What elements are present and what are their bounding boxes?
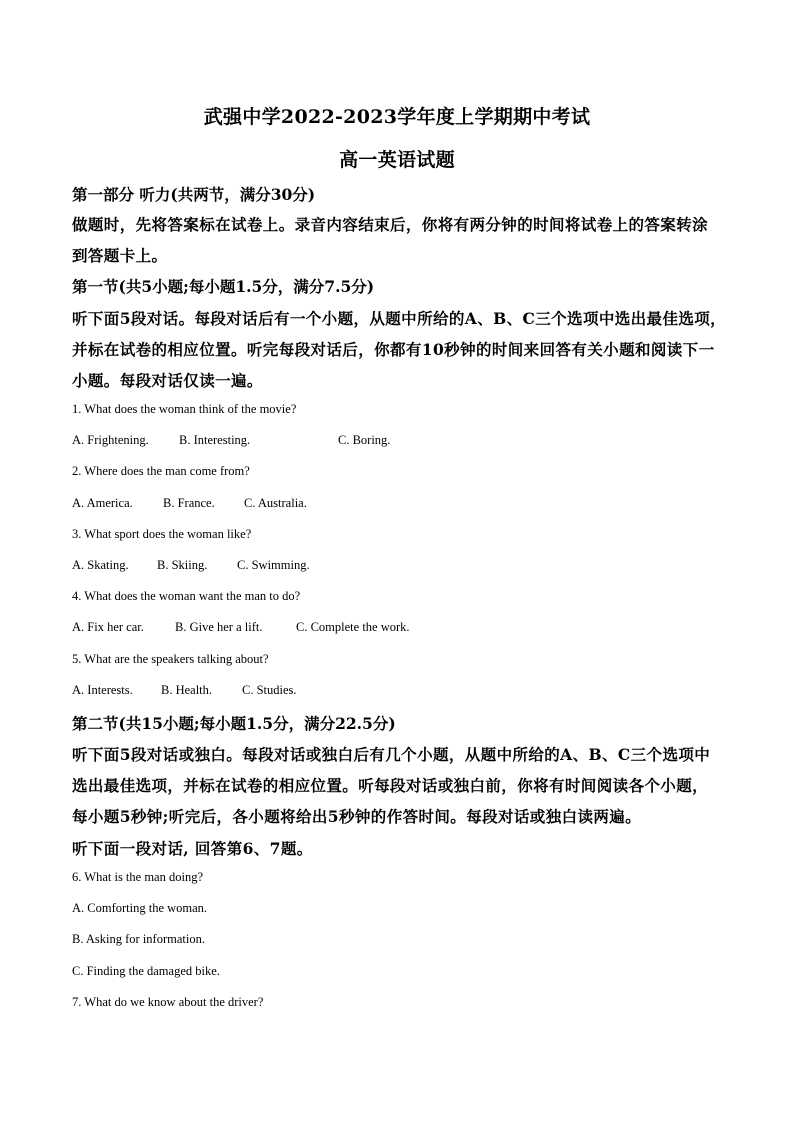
section2-group-heading: 听下面一段对话, 回答第6、7题。 — [72, 839, 313, 858]
exam-subtitle: 高一英语试题 — [339, 149, 455, 171]
option-3b: B. Skiing. — [157, 558, 208, 572]
part1-heading: 第一部分 听力(共两节，满分30分) — [72, 185, 316, 204]
question-7: 7. What do we know about the driver? — [72, 995, 264, 1009]
section1-heading: 第一节(共5小题;每小题1.5分，满分7.5分) — [72, 277, 375, 296]
section2-instruction-line: 选出最佳选项，并标在试卷的相应位置。听每段对话或独白前，你将有时间阅读各个小题， — [72, 776, 709, 795]
exam-title: 武强中学2022-2023学年度上学期期中考试 — [203, 106, 591, 128]
question-4: 4. What does the woman want the man to do? — [72, 589, 301, 603]
option-6b: B. Asking for information. — [72, 932, 205, 946]
section1-instruction-line: 小题。每段对话仅读一遍。 — [72, 371, 263, 390]
question-3: 3. What sport does the woman like? — [72, 527, 252, 541]
option-1b: B. Interesting. — [179, 433, 251, 447]
option-4b: B. Give her a lift. — [175, 620, 263, 634]
section1-instruction-line: 听下面5段对话。每段对话后有一个小题，从题中所给的A、B、C三个选项中选出最佳选项， — [72, 309, 727, 328]
section1-instruction-line: 并标在试卷的相应位置。听完每段对话后，你都有10秒钟的时间来回答有关小题和阅读下一 — [72, 340, 715, 359]
option-2b: B. France. — [163, 496, 215, 510]
section2-instruction-line: 听下面5段对话或独白。每段对话或独白后有几个小题，从题中所给的A、B、C三个选项中 — [72, 745, 711, 764]
option-4c: C. Complete the work. — [296, 620, 410, 634]
option-6c: C. Finding the damaged bike. — [72, 964, 220, 978]
option-4a: A. Fix her car. — [72, 620, 144, 634]
question-2: 2. Where does the man come from? — [72, 464, 250, 478]
section2-heading: 第二节(共15小题;每小题1.5分，满分22.5分) — [72, 714, 396, 733]
section2-instruction-line: 每小题5秒钟;听完后，各小题将给出5秒钟的作答时间。每段对话或独白读两遍。 — [72, 807, 642, 826]
option-2c: C. Australia. — [244, 496, 307, 510]
option-1c: C. Boring. — [338, 433, 391, 447]
option-3a: A. Skating. — [72, 558, 129, 572]
option-3c: C. Swimming. — [237, 558, 310, 572]
option-6a: A. Comforting the woman. — [72, 901, 208, 915]
question-5: 5. What are the speakers talking about? — [72, 652, 269, 666]
option-5a: A. Interests. — [72, 683, 133, 697]
part1-instruction-line: 到答题卡上。 — [72, 246, 168, 265]
question-1: 1. What does the woman think of the movie? — [72, 402, 297, 416]
option-2a: A. America. — [72, 496, 133, 510]
option-5c: C. Studies. — [242, 683, 297, 697]
question-6: 6. What is the man doing? — [72, 870, 203, 884]
option-5b: B. Health. — [161, 683, 213, 697]
part1-instruction-line: 做题时，先将答案标在试卷上。录音内容结束后，你将有两分钟的时间将试卷上的答案转涂 — [72, 215, 709, 234]
option-1a: A. Frightening. — [72, 433, 149, 447]
